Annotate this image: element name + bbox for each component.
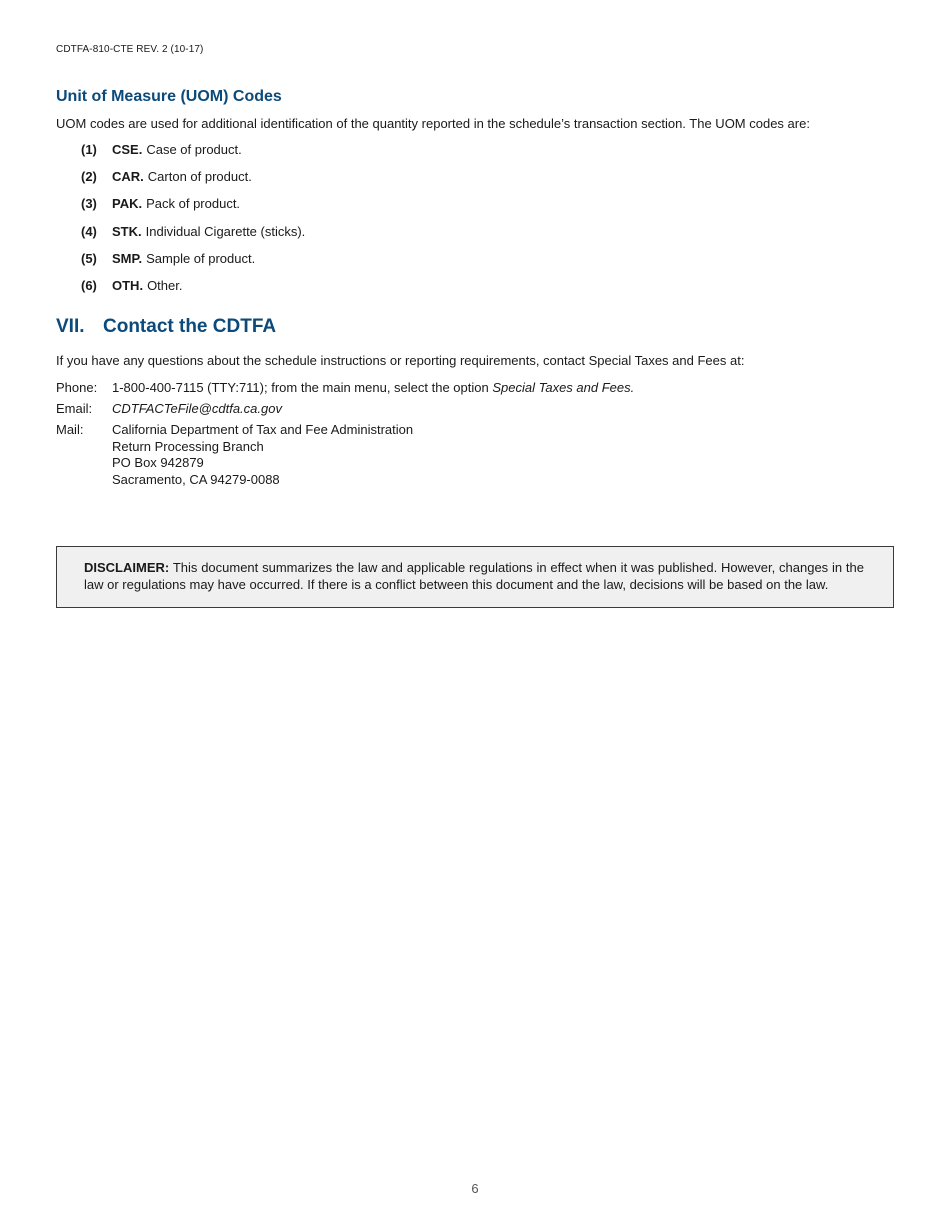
uom-code: STK. bbox=[112, 223, 142, 239]
uom-code: CSE. bbox=[112, 142, 143, 157]
phone-row bbox=[56, 380, 634, 397]
email-link[interactable]: CDTFACTeFile@cdtfa.ca.gov bbox=[112, 401, 282, 416]
phone-option: Special Taxes and Fees. bbox=[492, 380, 635, 395]
contact-section-heading bbox=[56, 316, 276, 338]
item-number: (6) bbox=[81, 277, 97, 293]
address-line: PO Box 942879 bbox=[112, 455, 204, 470]
address-line: Sacramento, CA 94279-0088 bbox=[112, 471, 280, 487]
item-number: (5) bbox=[81, 250, 97, 266]
page-number: 6 bbox=[471, 1181, 479, 1196]
item-number: (2) bbox=[81, 169, 97, 185]
uom-code: PAK. bbox=[112, 196, 143, 212]
list-item bbox=[81, 251, 305, 278]
contact-details bbox=[56, 380, 634, 493]
disclaimer-label: DISCLAIMER: bbox=[84, 560, 170, 575]
email-row bbox=[56, 401, 634, 418]
email-label: Email: bbox=[56, 401, 93, 416]
uom-intro: UOM codes are used for additional identification of the quantity reported in the schedule’s transaction section. The UOM codes are: bbox=[56, 116, 810, 131]
address-line: California Department of Tax and Fee Administration bbox=[112, 422, 414, 437]
list-item bbox=[81, 224, 305, 251]
uom-code: OTH. bbox=[112, 277, 144, 293]
uom-heading: Unit of Measure (UOM) Codes bbox=[56, 88, 282, 105]
phone-value bbox=[112, 380, 634, 397]
section-title: Contact the CDTFA bbox=[103, 316, 277, 337]
list-item bbox=[81, 142, 305, 169]
item-number: (4) bbox=[81, 223, 97, 239]
mail-row bbox=[56, 422, 634, 488]
list-item bbox=[81, 278, 305, 305]
uom-code: SMP. bbox=[112, 250, 143, 266]
uom-description: Other. bbox=[147, 277, 183, 293]
uom-description: Case of product. bbox=[146, 142, 242, 157]
uom-description: Individual Cigarette (sticks). bbox=[145, 223, 306, 239]
uom-description: Sample of product. bbox=[146, 250, 256, 266]
item-number: (1) bbox=[81, 142, 97, 157]
mail-label: Mail: bbox=[56, 422, 84, 437]
phone-text: 1-800-400-7115 (TTY:711); from the main menu, select the option bbox=[112, 380, 493, 395]
list-item bbox=[81, 196, 305, 223]
phone-label: Phone: bbox=[56, 380, 98, 395]
item-number: (3) bbox=[81, 196, 97, 212]
form-id: CDTFA-810-CTE REV. 2 (10-17) bbox=[56, 44, 204, 55]
list-item bbox=[81, 169, 305, 196]
uom-description: Carton of product. bbox=[147, 169, 252, 185]
disclaimer-text: This document summarizes the law and applicable regulations in effect when it was published. However, changes in the law or regulations may have occurred. If there is a conflict between this document and the law, decisions will be based on the law. bbox=[84, 560, 864, 592]
mail-address bbox=[112, 422, 413, 488]
uom-code: CAR. bbox=[112, 169, 144, 185]
section-number: VII. bbox=[56, 316, 85, 337]
disclaimer-box bbox=[56, 546, 894, 608]
uom-description: Pack of product. bbox=[146, 196, 241, 212]
uom-code-list bbox=[81, 142, 305, 305]
address-line: Return Processing Branch bbox=[112, 438, 264, 454]
contact-intro: If you have any questions about the schedule instructions or reporting requirements, contact Special Taxes and Fees at: bbox=[56, 353, 745, 368]
